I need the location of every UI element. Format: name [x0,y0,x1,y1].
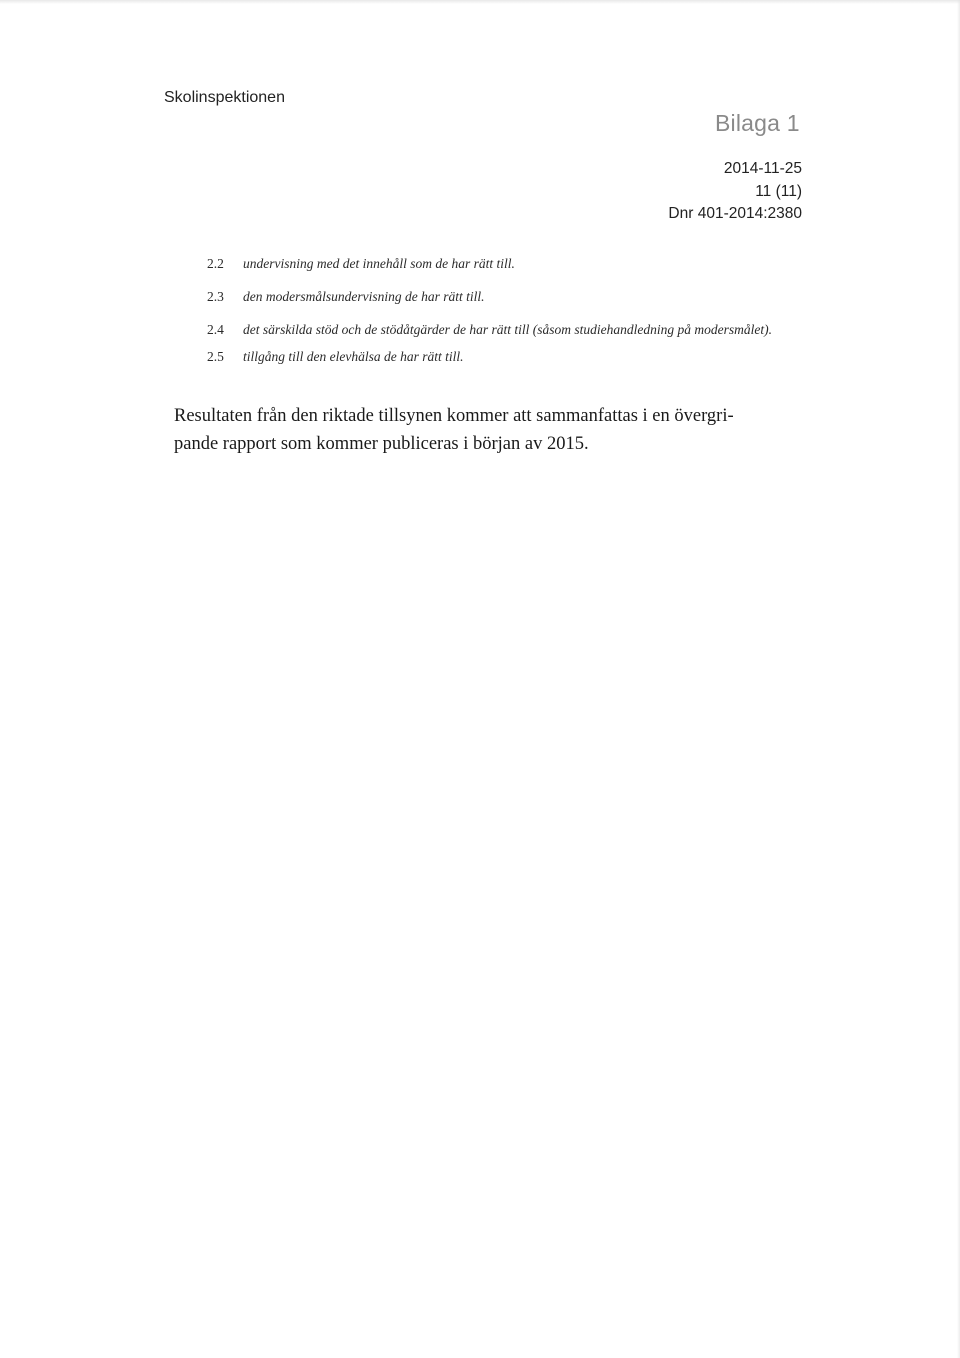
summary-line-2: pande rapport som kommer publiceras i början av 2015. [174,434,589,454]
document-meta [668,158,802,226]
list-item [207,253,797,275]
summary-paragraph [174,402,794,458]
list-item-number: 2.2 [207,256,224,271]
list-item [207,319,797,341]
list-item-number: 2.5 [207,349,224,364]
list-item [207,286,797,308]
document-label: Bilaga 1 [715,110,800,136]
list-item-text: undervisning med det innehåll som de har rätt till. [243,256,515,271]
summary-line-1: Resultaten från den riktade tillsynen kommer att sammanfattas i en övergri- [174,406,734,426]
reference-number: Dnr 401-2014:2380 [668,205,802,222]
organization-name: Skolinspektionen [164,89,285,106]
list-item-text: tillgång till den elevhälsa de har rätt till. [243,349,464,364]
scan-edge-top [0,0,960,4]
list-item [207,346,797,368]
list-item-number: 2.3 [207,289,224,304]
document-date: 2014-11-25 [723,160,802,177]
page-indicator: 11 (11) [755,182,802,200]
list-item-text: det särskilda stöd och de stödåtgärder de har rätt till (såsom studiehandledning på modersmålet). [243,322,772,337]
list-item-text: den modersmålsundervisning de har rätt till. [243,289,485,304]
numbered-list [207,253,797,379]
list-item-number: 2.4 [207,322,224,337]
